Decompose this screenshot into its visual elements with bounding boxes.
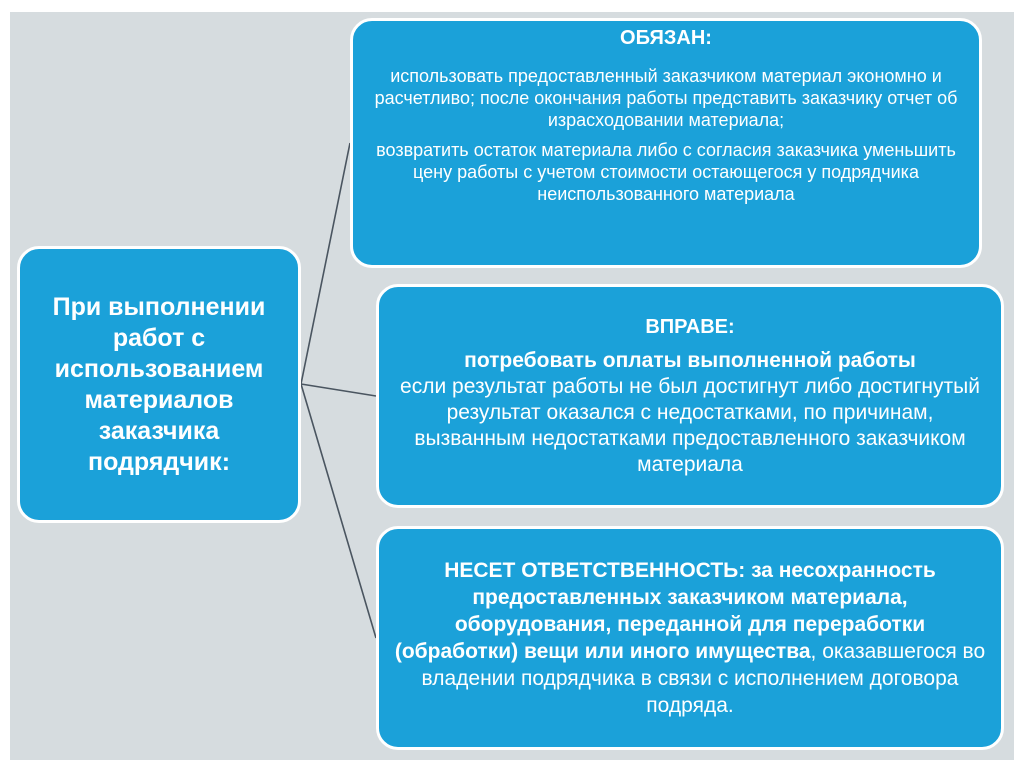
connector-to-entitled — [301, 384, 376, 396]
entitled-body — [395, 348, 985, 478]
entitled-lead: потребовать оплаты выполненной работы — [464, 349, 916, 372]
obliged-item-2: возвратить остаток материала либо с согласия заказчика уменьшить цену работы с учетом стоимости остающегося у подрядчика неиспользованного материала — [376, 140, 956, 204]
liable-lead: НЕСЕТ ОТВЕТСТВЕННОСТЬ: за несохранность предоставленных заказчиком материала, оборудования, переданной для переработки (обработки) вещи или иного имущества — [394, 559, 936, 663]
entitled-box — [376, 284, 1004, 508]
obliged-box — [350, 18, 982, 268]
liable-box — [376, 526, 1004, 750]
entitled-text: если результат работы не был достигнут либо достигнутый результат оказался с недостатками, по причинам, вызванным недостатками предоставленного заказчиком материала — [400, 375, 980, 476]
obliged-item-1: использовать предоставленный заказчиком материал экономно и расчетливо; после окончания работы представить заказчику отчет об израсходовании материала; — [374, 66, 958, 130]
main-topic-title: При выполнении работ с использованием материалов заказчика подрядчик: — [52, 292, 266, 476]
connector-to-liable — [301, 384, 376, 638]
obliged-heading: ОБЯЗАН: — [620, 27, 712, 49]
main-topic-box — [17, 246, 301, 523]
connector-to-obliged — [301, 143, 350, 384]
entitled-heading: ВПРАВЕ: — [645, 316, 735, 338]
slide-background — [10, 12, 1014, 760]
liable-body — [393, 557, 987, 719]
liable-text: , оказавшегося во владении подрядчика в связи с исполнением договора подряда. — [421, 640, 986, 717]
